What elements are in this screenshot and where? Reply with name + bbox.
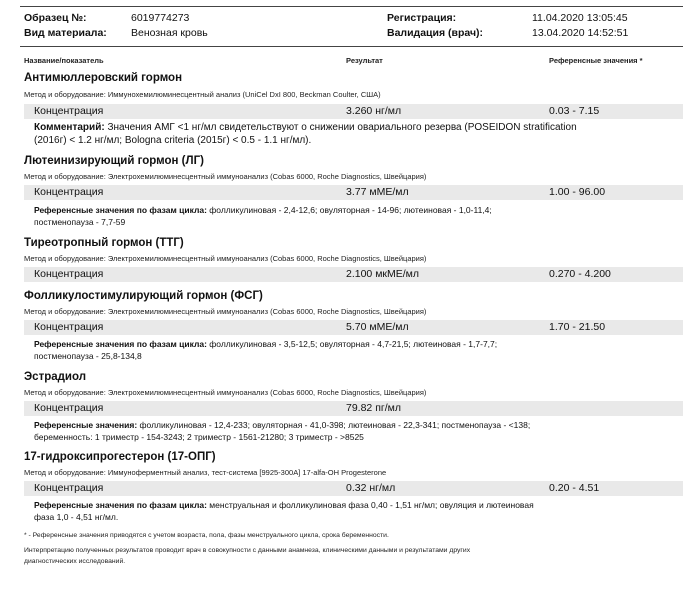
note-line2: беременность: 1 триместр - 154-3243; 2 триместр - 1561-21280; 3 триместр - >8525 [34,431,364,442]
reference-value: 0.03 - 7.15 [549,105,600,117]
comment-amh [34,121,683,147]
note-line1: фолликулиновая - 12,4-233; овуляторная - 41,0-398; лютеиновая - 22,3-341; постменопауза - <138; [137,420,531,430]
note-label: Референсные значения: [34,420,138,430]
reference-note-lh [34,205,679,228]
method-lh: Метод и оборудование: Электрохемилюминесцентный иммуноанализ (Cobas 6000, Roche Diagnostics, Швейцария) [24,172,427,181]
param-label: Концентрация [34,268,104,280]
top-rule [20,6,683,7]
section-title-estradiol: Эстрадиол [24,371,87,383]
param-label: Концентрация [34,186,104,198]
material-label: Вид материала: [24,27,107,39]
param-label: Концентрация [34,105,104,117]
section-title-fsh: Фолликулостимулирующий гормон (ФСГ) [24,290,263,302]
sample-value: 6019774273 [131,12,190,24]
header-rule [20,46,683,47]
result-value: 3.260 нг/мл [346,105,402,117]
method-amh: Метод и оборудование: Иммунохемилюминесцентный анализ (UniCel DxI 800, Beckman Coulter, США) [24,90,381,99]
validation-value: 13.04.2020 14:52:51 [532,27,629,39]
section-title-lh: Лютеинизирующий гормон (ЛГ) [24,155,204,167]
footer-note-3: диагностических исследований. [24,558,126,565]
note-line1: фолликулиновая - 3,5-12,5; овуляторная - 4,7-21,5; лютеиновая - 1,7-7,7; [206,339,498,349]
note-line2: постменопауза - 7,7-59 [34,216,126,227]
note-line1: менструальная и фолликулиновая фаза 0,40 - 1,51 нг/мл; овуляция и лютеиновая [206,500,534,510]
validation-label: Валидация (врач): [387,27,484,39]
col-reference: Референсные значения * [549,56,643,65]
section-title-17ohp: 17-гидроксипрогестерон (17-ОПГ) [24,451,216,463]
section-title-amh: Антимюллеровский гормон [24,72,183,84]
section-title-tsh: Тиреотропный гормон (ТТГ) [24,237,184,249]
sample-label: Образец №: [24,12,87,24]
col-result: Результат [346,56,383,65]
result-value: 3.77 мМЕ/мл [346,186,409,198]
result-row-estradiol [24,401,683,416]
note-label: Референсные значения по фазам цикла: [34,205,207,215]
reference-value: 1.00 - 96.00 [549,186,606,198]
col-name: Название/показатель [24,56,104,65]
param-label: Концентрация [34,402,104,414]
note-label: Референсные значения по фазам цикла: [34,339,207,349]
reference-value: 0.20 - 4.51 [549,482,600,494]
param-label: Концентрация [34,321,104,333]
comment-line2: (2016г) < 1.2 нг/мл; Bologna criteria (2015г) < 0.5 - 1.1 нг/мл). [34,135,312,146]
param-label: Концентрация [34,482,104,494]
result-row-17ohp [24,481,683,496]
note-line1: фолликулиновая - 2,4-12,6; овуляторная - 14-96; лютеиновая - 1,0-11,4; [206,205,492,215]
method-fsh: Метод и оборудование: Электрохемилюминесцентный иммуноанализ (Cobas 6000, Roche Diagnostics, Швейцария) [24,307,427,316]
result-row-fsh [24,320,683,335]
reference-note-fsh [34,339,679,362]
result-value: 79.82 пг/мл [346,402,401,414]
method-17ohp: Метод и оборудование: Иммуноферментный анализ, тест-система [9925-300A] 17-alfa-OH Progesterone [24,468,387,477]
footer-note-1: * - Референсные значения приводятся с учетом возраста, пола, фазы менструального цикла, срока беременности. [24,532,389,539]
note-label: Референсные значения по фазам цикла: [34,500,207,510]
registration-label: Регистрация: [387,12,457,24]
reference-value: 1.70 - 21.50 [549,321,606,333]
registration-value: 11.04.2020 13:05:45 [532,12,628,24]
result-value: 2.100 мкМЕ/мл [346,268,420,280]
note-line2: фаза 1,0 - 4,51 нг/мл. [34,511,119,522]
reference-note-estradiol [34,420,679,443]
comment-label: Комментарий: [34,122,105,133]
material-value: Венозная кровь [131,27,208,39]
method-tsh: Метод и оборудование: Электрохемилюминесцентный иммуноанализ (Cobas 6000, Roche Diagnostics, Швейцария) [24,254,427,263]
reference-value: 0.270 - 4.200 [549,268,611,280]
result-value: 5.70 мМЕ/мл [346,321,409,333]
footer-note-2: Интерпретацию полученных результатов проводит врач в совокупности с данными анамнеза, клиническими данными и результатами других [24,547,471,554]
comment-line1: Значения АМГ <1 нг/мл свидетельствуют о снижении овариального резерва (POSEIDON stratification [104,122,577,133]
note-line2: постменопауза - 25,8-134,8 [34,350,142,361]
result-row-amh [24,104,683,119]
result-value: 0.32 нг/мл [346,482,396,494]
result-row-tsh [24,267,683,282]
method-estradiol: Метод и оборудование: Электрохемилюминесцентный иммуноанализ (Cobas 6000, Roche Diagnostics, Швейцария) [24,388,427,397]
reference-note-17ohp [34,500,679,523]
result-row-lh [24,185,683,200]
